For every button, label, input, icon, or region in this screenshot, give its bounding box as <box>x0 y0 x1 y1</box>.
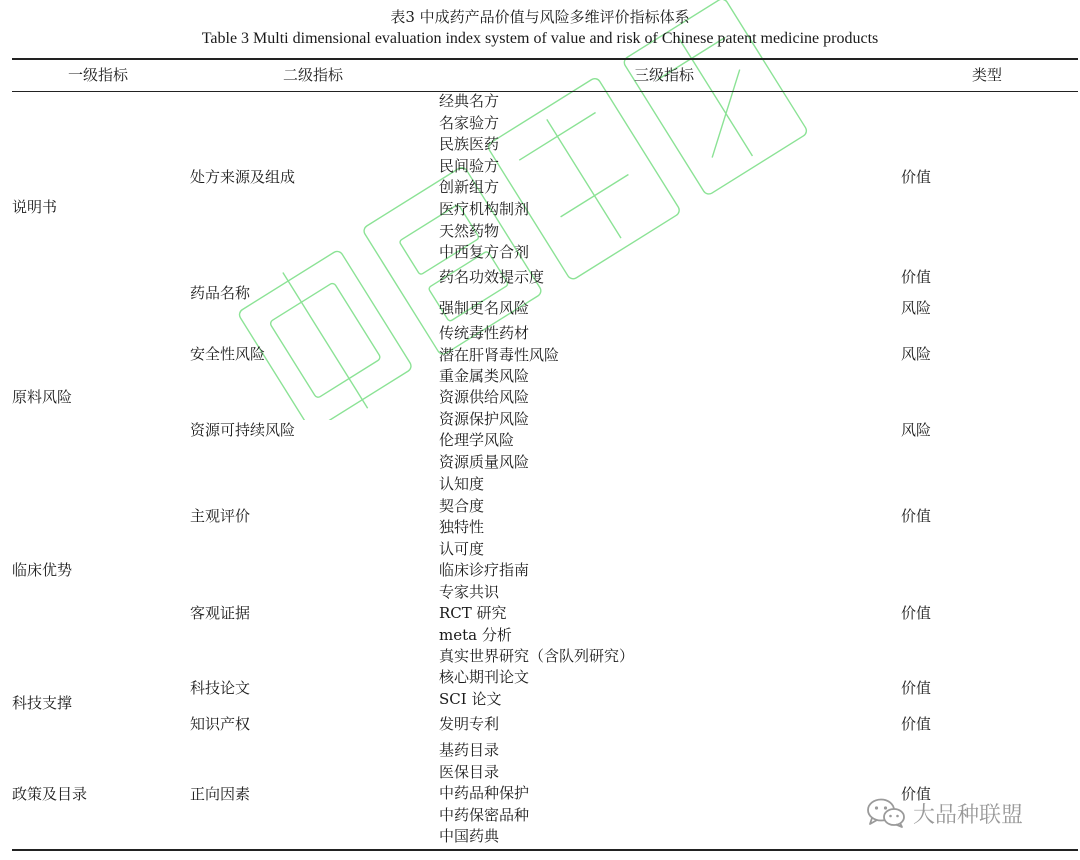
level2-cell: 客观证据 <box>190 604 251 622</box>
level3-list <box>439 714 499 736</box>
level3-item: 民族医药 <box>439 135 500 154</box>
table-caption-en: Table 3 Multi dimensional evaluation index system of value and risk of Chinese patent medicine products <box>201 30 879 47</box>
type-cell: 风险 <box>901 345 932 363</box>
level3-item: 中药保密品种 <box>439 805 530 824</box>
level3-item: 药名功效提示度 <box>439 268 545 286</box>
level3-list <box>439 474 484 560</box>
level2-cell: 正向因素 <box>190 785 251 803</box>
type-cell: 风险 <box>901 421 932 439</box>
type-cell: 价值 <box>901 785 932 803</box>
level1-cell: 政策及目录 <box>12 785 88 803</box>
column-header-level3: 三级指标 <box>634 66 695 84</box>
level3-item: 医疗机构制剂 <box>439 199 530 218</box>
level2-cell: 资源可持续风险 <box>190 421 296 439</box>
table-header-rule <box>12 91 1078 92</box>
level2-cell: 知识产权 <box>190 715 251 733</box>
level3-item: 临床诊疗指南 <box>439 561 530 579</box>
level3-item: 契合度 <box>439 496 485 515</box>
level3-item: 名家验方 <box>439 113 500 132</box>
column-header-level1: 一级指标 <box>68 66 129 84</box>
level2-cell: 处方来源及组成 <box>190 168 296 186</box>
type-cell: 价值 <box>901 268 932 286</box>
type-cell: 价值 <box>901 604 932 622</box>
table-caption-cn: 表3 中成药产品价值与风险多维评价指标体系 <box>390 8 690 26</box>
level3-item: 伦理学风险 <box>439 431 515 450</box>
level3-list <box>439 740 529 848</box>
type-cell: 价值 <box>901 168 932 186</box>
level1-cell: 临床优势 <box>12 561 73 579</box>
level3-item: 中国药典 <box>439 827 500 846</box>
type-cell: 风险 <box>901 299 932 317</box>
type-cell: 价值 <box>901 715 932 733</box>
level2-cell: 科技论文 <box>190 679 251 697</box>
level3-list <box>439 267 544 289</box>
level3-item: 独特性 <box>439 518 485 537</box>
level1-cell: 科技支撑 <box>12 694 73 712</box>
wechat-icon <box>865 797 907 829</box>
level2-cell: 安全性风险 <box>190 345 266 363</box>
level3-item: 民间验方 <box>439 156 500 175</box>
level3-item: 创新组方 <box>439 178 500 197</box>
type-cell: 价值 <box>901 679 932 697</box>
level3-item: 中西复方合剂 <box>439 243 530 262</box>
column-header-type: 类型 <box>972 66 1003 84</box>
level2-cell: 药品名称 <box>190 284 251 302</box>
level3-item: 潜在肝肾毒性风险 <box>439 345 560 364</box>
level3-list <box>439 667 529 710</box>
table-bottom-rule <box>12 849 1078 851</box>
level3-item: 基药目录 <box>439 741 500 759</box>
brand-watermark <box>865 797 1023 829</box>
level3-item: 经典名方 <box>439 92 500 110</box>
level3-item: 认可度 <box>439 539 485 558</box>
level2-cell: 主观评价 <box>190 507 251 525</box>
level3-item: 核心期刊论文 <box>439 668 530 686</box>
level3-item: 中药品种保护 <box>439 784 530 803</box>
level3-item: SCI 论文 <box>439 689 502 708</box>
level3-item: meta 分析 <box>439 625 512 644</box>
level3-item: 天然药物 <box>439 221 500 240</box>
type-cell: 价值 <box>901 507 932 525</box>
level3-item: 重金属类风险 <box>439 367 530 386</box>
level3-item: 真实世界研究（含队列研究） <box>439 647 635 666</box>
level3-list <box>439 560 634 668</box>
level3-item: 强制更名风险 <box>439 299 530 317</box>
level3-list <box>439 387 529 473</box>
level3-item: 资源保护风险 <box>439 409 530 428</box>
level3-item: 专家共识 <box>439 582 500 601</box>
level3-list <box>439 298 529 320</box>
level3-item: 医保目录 <box>439 762 500 781</box>
level1-cell: 说明书 <box>12 198 58 216</box>
level3-item: 传统毒性药材 <box>439 324 530 342</box>
column-header-level2: 二级指标 <box>283 66 344 84</box>
level3-item: 认知度 <box>439 475 485 493</box>
level3-list <box>439 91 529 264</box>
table-top-rule <box>12 58 1078 60</box>
level3-item: RCT 研究 <box>439 604 507 623</box>
level3-list <box>439 323 559 388</box>
brand-name: 大品种联盟 <box>913 802 1024 828</box>
level3-item: 资源供给风险 <box>439 388 530 406</box>
level1-cell: 原料风险 <box>12 388 73 406</box>
level3-item: 资源质量风险 <box>439 452 530 471</box>
level3-item: 发明专利 <box>439 715 500 733</box>
